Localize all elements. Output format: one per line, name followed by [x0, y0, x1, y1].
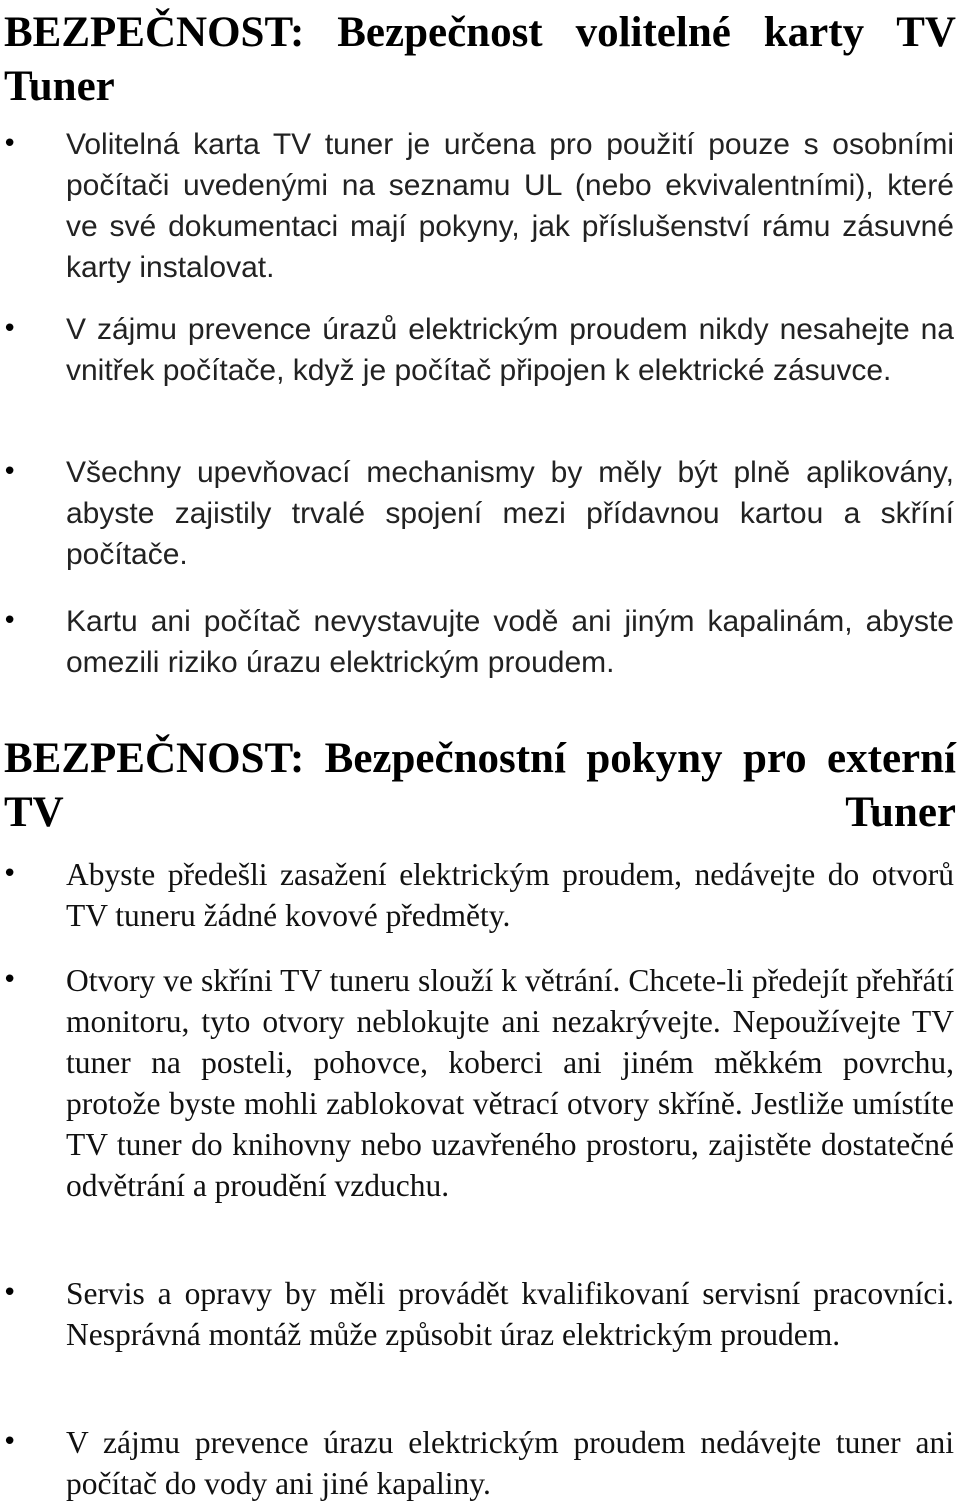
- list-item-text: Volitelná karta TV tuner je určena pro použití pouze s osobními počítači uvedenými na seznamu UL (nebo ekvivalentními), které ve své dokumentaci mají pokyny, jak příslušenství rámu zásuvné karty instalovat.: [66, 128, 954, 284]
- section-1-heading: BEZPEČNOST: Bezpečnost volitelné karty TV Tuner: [4, 9, 956, 110]
- list-item-text: Kartu ani počítač nevystavujte vodě ani jiným kapalinám, abyste omezili riziko úrazu elektrickým proudem.: [66, 605, 954, 679]
- list-item-text: V zájmu prevence úrazu elektrickým proudem nedávejte tuner ani počítač do vody ani jiné kapaliny.: [66, 1425, 954, 1501]
- bullet-icon: •: [2, 457, 18, 487]
- bullet-icon: •: [2, 859, 18, 889]
- bullet-icon: •: [2, 965, 18, 995]
- bullet-icon: •: [2, 314, 18, 344]
- bullet-icon: •: [2, 129, 18, 159]
- list-item-text: V zájmu prevence úrazů elektrickým proudem nikdy nesahejte na vnitřek počítače, když je počítač připojen k elektrické zásuvce.: [66, 313, 954, 387]
- list-item-text: Všechny upevňovací mechanismy by měly být plně aplikovány, abyste zajistily trvalé spojení mezi přídavnou kartou a skříní počítače.: [66, 456, 954, 571]
- bullet-icon: •: [2, 606, 18, 636]
- list-item-text: Abyste předešli zasažení elektrickým proudem, nedávejte do otvorů TV tuneru žádné kovové předměty.: [66, 857, 954, 933]
- section-2-heading: BEZPEČNOST: Bezpečnostní pokyny pro externí TV Tuner: [4, 735, 956, 836]
- bullet-icon: •: [2, 1427, 18, 1457]
- bullet-icon: •: [2, 1278, 18, 1308]
- list-item-text: Otvory ve skříni TV tuneru slouží k větrání. Chcete-li předejít přehřátí monitoru, tyto otvory neblokujte ani nezakrývejte. Nepoužívejte TV tuner na posteli, pohovce, koberci ani jiném měkkém povrchu, protože byste mohli zablokovat větrací otvory skříně. Jestliže umístíte TV tuner do knihovny nebo uzavřeného prostoru, zajistěte dostatečné odvětrání a proudění vzduchu.: [66, 963, 954, 1203]
- list-item-text: Servis a opravy by měli provádět kvalifikovaní servisní pracovníci. Nesprávná montáž může způsobit úraz elektrickým proudem.: [66, 1276, 954, 1352]
